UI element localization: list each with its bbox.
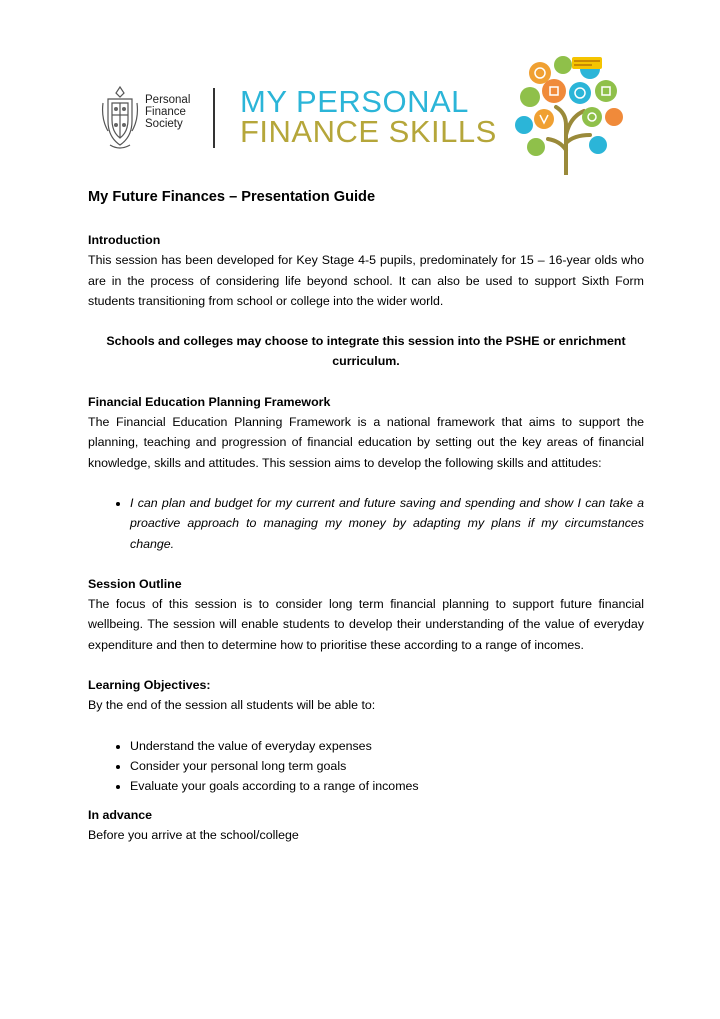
objectives-bullet-list — [88, 736, 644, 797]
intro-paragraph: This session has been developed for Key Stage 4-5 pupils, predominately for 15 – 16-year olds who are in the process of considering life beyond school. It can also be used to support Sixth Form students transitioning from school or college into the wider world. — [88, 253, 644, 308]
society-name: Personal Finance Society — [145, 94, 191, 130]
document-body — [88, 186, 644, 845]
objectives-heading: Learning Objectives: — [88, 678, 211, 693]
advance-paragraph: Before you arrive at the school/college — [88, 827, 299, 842]
outline-heading: Session Outline — [88, 576, 182, 591]
schools-note: Schools and colleges may choose to integrate this session into the PSHE or enrichment curriculum. — [106, 334, 626, 369]
brand-title-line1: MY PERSONAL — [240, 84, 469, 119]
document-title: My Future Finances – Presentation Guide — [88, 189, 376, 205]
brand-title-line2: FINANCE SKILLS — [240, 114, 497, 149]
framework-bullet-list — [88, 493, 644, 554]
outline-paragraph: The focus of this session is to consider long term financial planning to support future financial wellbeing. The session will enable students to develop their understanding of the value of everyday expenditure and then to determine how to prioritise these according to a range of incomes. — [88, 597, 644, 652]
society-crest-logo — [100, 85, 140, 151]
logo-divider — [213, 88, 215, 148]
framework-paragraph: The Financial Education Planning Framework is a national framework that aims to support the planning, teaching and progression of financial education by setting out the key areas of financial knowledge, skills and attitudes. This session aims to develop the following skills and attitudes: — [88, 415, 644, 470]
list-item: • Evaluate your goals according to a range of incomes — [130, 776, 644, 796]
objectives-intro: By the end of the session all students will be able to: — [88, 698, 376, 713]
list-item: • I can plan and budget for my current and future saving and spending and show I can take a proactive approach to managing my money by adapting my plans if my circumstances change. — [130, 493, 644, 554]
advance-heading: In advance — [88, 807, 153, 822]
intro-heading: Introduction — [88, 233, 161, 247]
list-item: • Consider your personal long term goals — [130, 756, 644, 776]
list-item: • Understand the value of everyday expenses — [130, 736, 644, 756]
framework-heading: Financial Education Planning Framework — [88, 394, 331, 409]
money-tree-illustration-icon — [508, 55, 628, 175]
